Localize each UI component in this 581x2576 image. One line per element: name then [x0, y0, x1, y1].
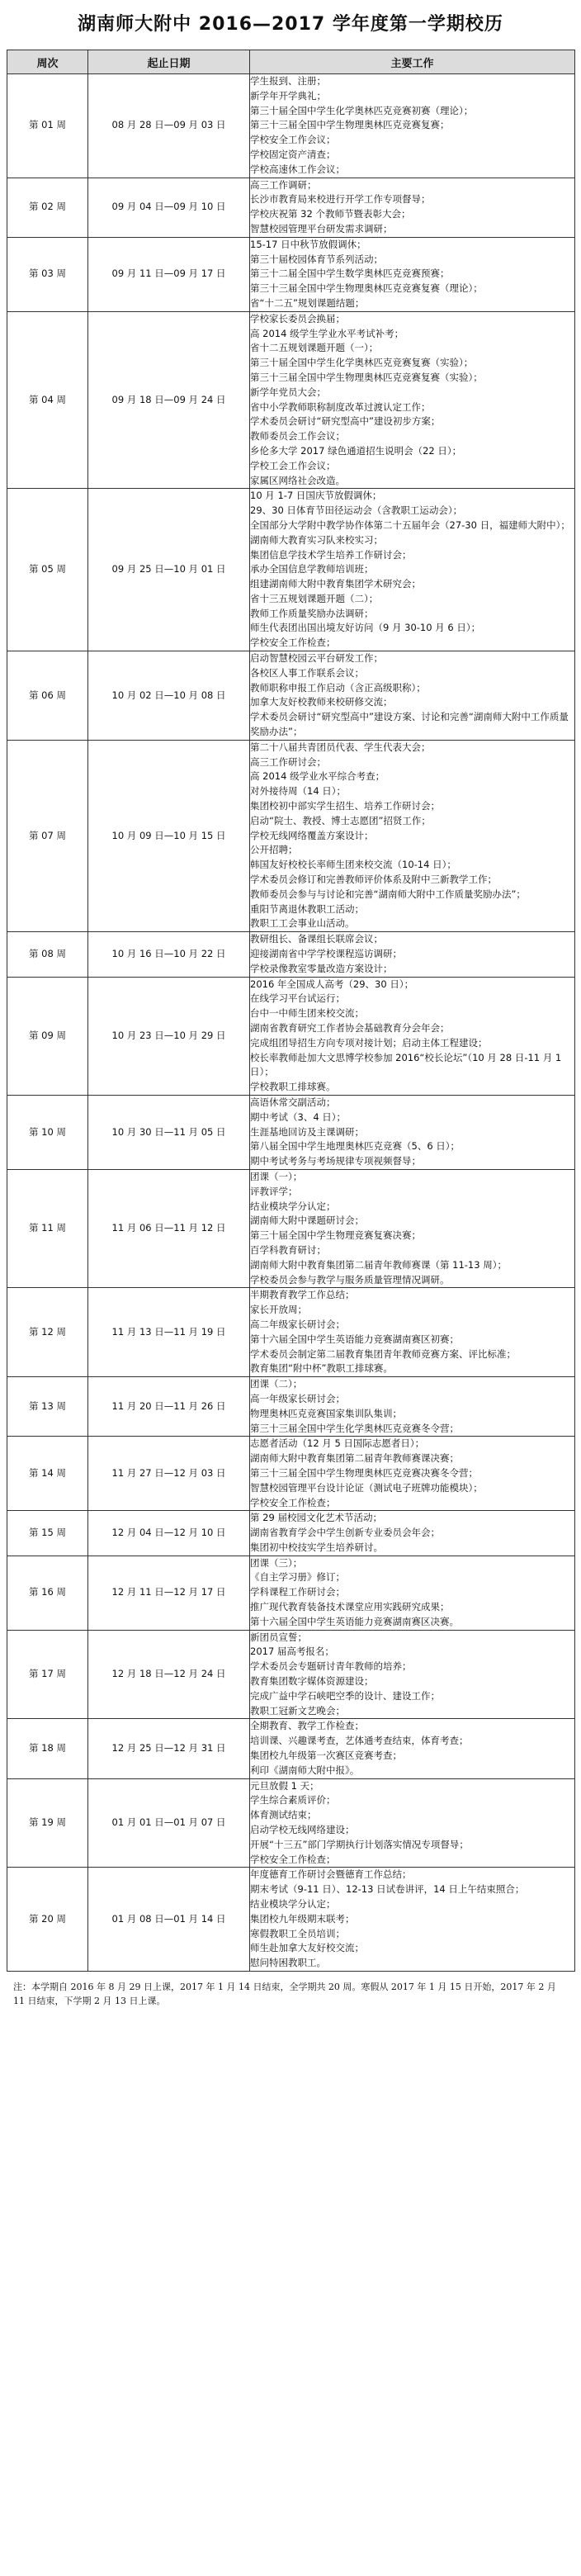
task-item: 第三十三届全国中学生化学奥林匹克竞赛冬令营； — [250, 1422, 459, 1434]
table-row — [7, 1095, 575, 1169]
date-range-cell: 09 月 25 日—10 月 01 日 — [88, 489, 250, 651]
task-item: 智慧校园管理平台设计论证（测试电子班牌功能模块）； — [250, 1481, 483, 1494]
task-item: 第 29 届校园文化艺术节活动； — [250, 1512, 382, 1524]
task-item: 29、30 日体育节田径运动会（含教职工运动会）； — [250, 504, 463, 517]
tasks-cell — [250, 1377, 575, 1437]
date-range-cell: 01 月 01 日—01 月 07 日 — [88, 1778, 250, 1868]
task-item: 师生赴加拿大友好校交流； — [250, 1942, 364, 1954]
date-range-cell: 12 月 18 日—12 月 24 日 — [88, 1630, 250, 1719]
tasks-cell — [250, 1630, 575, 1719]
tasks-cell — [250, 74, 575, 178]
date-range-cell: 09 月 11 日—09 月 17 日 — [88, 237, 250, 311]
task-item: 第三十三届全国中学生物理奥林匹克竞赛决赛冬令营； — [250, 1466, 478, 1479]
task-item: 团课（二）； — [250, 1378, 303, 1390]
tasks-cell — [250, 1169, 575, 1287]
task-item: 承办全国信息学教师培训班； — [250, 563, 374, 575]
task-item: 湖南师大附中教育集团第二届青年教师赛课决赛； — [250, 1452, 459, 1465]
task-item: 学校录像教室零量改造方案设计； — [250, 962, 393, 974]
task-item: 评教评学； — [250, 1185, 298, 1197]
tasks-cell — [250, 1868, 575, 1972]
table-row — [7, 1778, 575, 1868]
task-item: 湖南师大附中教育集团第二届青年教师赛课（第 11-13 周）； — [250, 1258, 507, 1271]
task-item: 10 月 1-7 日国庆节放假调休； — [250, 490, 382, 502]
date-range-cell: 08 月 28 日—09 月 03 日 — [88, 74, 250, 178]
task-item: 推广现代教育装备技术课堂应用实践研究成果； — [250, 1601, 450, 1613]
task-item: 高二年级家长研讨会； — [250, 1318, 345, 1330]
task-item: 乡伦多大学 2017 绿色通道招生说明会（22 日）； — [250, 444, 462, 457]
task-item: 半期教育教学工作总结； — [250, 1289, 355, 1301]
date-range-cell: 10 月 02 日—10 月 08 日 — [88, 651, 250, 741]
week-cell: 第 12 周 — [7, 1288, 88, 1377]
task-item: 学生报到、注册； — [250, 75, 326, 87]
task-item: 湖南师大附中课题研讨会； — [250, 1215, 364, 1227]
week-cell: 第 20 周 — [7, 1868, 88, 1972]
table-row — [7, 1169, 575, 1287]
table-row — [7, 489, 575, 651]
task-item: 高一年级家长研讨会； — [250, 1392, 345, 1404]
table-row — [7, 237, 575, 311]
page-title: 湖南师大附中 2016—2017 学年度第一学期校历 — [78, 14, 503, 35]
table-header-row — [7, 50, 575, 74]
task-item: 教育集团数字媒体资源建设； — [250, 1675, 374, 1688]
task-item: 教育集团“附中杯”教职工排球赛。 — [250, 1362, 393, 1375]
date-range-cell: 10 月 30 日—11 月 05 日 — [88, 1095, 250, 1169]
task-item: 韩国友好校校长率师生团来校交流（10-14 日）； — [250, 859, 456, 871]
task-item: 学校无线网络覆盖方案设计； — [250, 829, 374, 841]
calendar-rows — [7, 74, 575, 1972]
task-item: 2016 年全国成人高考（29、30 日）； — [250, 978, 414, 990]
task-item: 结业模块学分认定； — [250, 1200, 336, 1212]
week-cell: 第 14 周 — [7, 1437, 88, 1511]
tasks-cell — [250, 489, 575, 651]
task-item: 湖南省教育研究工作者协会基础教育分会年会； — [250, 1022, 450, 1034]
week-cell: 第 15 周 — [7, 1511, 88, 1556]
date-range-cell: 11 月 27 日—12 月 03 日 — [88, 1437, 250, 1511]
task-item: 在线学习平台试运行； — [250, 992, 345, 1005]
table-row — [7, 74, 575, 178]
task-item: 学校家长委员会换届； — [250, 312, 345, 324]
date-range-cell: 12 月 11 日—12 月 17 日 — [88, 1556, 250, 1630]
week-cell: 第 01 周 — [7, 74, 88, 178]
task-item: 省“十二五”规划课题结题； — [250, 296, 365, 309]
header-dates: 起止日期 — [88, 50, 250, 74]
task-item: 第十六届全国中学生英语能力竞赛湖南赛区决赛。 — [250, 1615, 459, 1627]
task-item: 高三工作调研； — [250, 178, 317, 191]
table-row — [7, 1630, 575, 1719]
week-cell: 第 16 周 — [7, 1556, 88, 1630]
task-item: 全国部分大学附中教学协作体第二十五届年会（27-30 日，福建师大附中）； — [250, 519, 570, 531]
tasks-cell — [250, 932, 575, 977]
task-item: 智慧校园管理平台研发需求调研； — [250, 222, 393, 234]
table-row — [7, 1556, 575, 1630]
tasks-cell — [250, 1095, 575, 1169]
tasks-cell — [250, 1288, 575, 1377]
week-cell: 第 08 周 — [7, 932, 88, 977]
task-item: 高三工作研讨会； — [250, 755, 326, 768]
task-item: 学术委员会研讨“研究型高中”建设方案、讨论和完善“湖南师大附中工作质量奖励办法”； — [250, 711, 569, 738]
week-cell: 第 07 周 — [7, 740, 88, 931]
date-range-cell: 12 月 04 日—12 月 10 日 — [88, 1511, 250, 1556]
tasks-cell — [250, 651, 575, 741]
week-cell: 第 19 周 — [7, 1778, 88, 1868]
task-item: 学校工会工作会议； — [250, 459, 336, 471]
header-tasks: 主要工作 — [250, 50, 575, 74]
tasks-cell — [250, 178, 575, 237]
tasks-cell — [250, 1511, 575, 1556]
tasks-cell — [250, 740, 575, 931]
week-cell: 第 06 周 — [7, 651, 88, 741]
calendar-table — [7, 50, 575, 1972]
tasks-cell — [250, 1719, 575, 1778]
task-item: 学生综合素质评价； — [250, 1794, 336, 1807]
task-item: 学术委员会制定第二届教育集团青年教师竞赛方案、评比标准； — [250, 1347, 516, 1360]
task-item: 完成组团导招生方向专项对接计划；启动主体工程建设； — [250, 1036, 488, 1049]
task-item: 物理奥林匹克竞赛国家集训队集训； — [250, 1407, 402, 1419]
week-cell: 第 13 周 — [7, 1377, 88, 1437]
task-item: 新学年开学典礼； — [250, 89, 326, 102]
task-item: 学校安全工作检查； — [250, 637, 336, 649]
table-row — [7, 1377, 575, 1437]
tasks-cell — [250, 1437, 575, 1511]
task-item: 学校固定资产清查； — [250, 148, 336, 160]
week-cell: 第 09 周 — [7, 977, 88, 1095]
task-item: 结业模块学分认定； — [250, 1898, 336, 1911]
week-cell: 第 17 周 — [7, 1630, 88, 1719]
week-cell: 第 05 周 — [7, 489, 88, 651]
task-item: 对外接待周（14 日）； — [250, 785, 347, 798]
task-item: 教研组长、备课组长联席会议； — [250, 933, 383, 945]
task-item: 第八届全国中学生地理奥林匹克竞赛（5、6 日）； — [250, 1140, 461, 1153]
task-item: 集团初中校技实学生培养研讨。 — [250, 1541, 383, 1553]
task-item: 学校安全工作检查； — [250, 1496, 336, 1508]
task-item: 年度德育工作研讨会暨德育工作总结； — [250, 1868, 412, 1881]
task-item: 百学科教育研讨； — [250, 1243, 326, 1256]
task-item: 加拿大友好校教师来校研修交流； — [250, 696, 393, 708]
table-row — [7, 651, 575, 741]
task-item: 学校庆祝第 32 个教师节暨表彰大会； — [250, 208, 411, 220]
task-item: 学科课程工作研讨会； — [250, 1586, 345, 1598]
task-item: 学术委员会研讨“研究型高中”建设初步方案； — [250, 415, 441, 428]
task-item: 全期教育、教学工作检查； — [250, 1720, 364, 1732]
date-range-cell: 10 月 23 日—10 月 29 日 — [88, 977, 250, 1095]
task-item: 新学年党员大会； — [250, 386, 326, 398]
task-item: 集团校九年级期末联考； — [250, 1912, 355, 1925]
task-item: 重阳节离退休教职工活动； — [250, 902, 364, 915]
task-item: 学校高速休工作会议； — [250, 163, 345, 175]
task-item: 寒假教职工全员培训； — [250, 1927, 345, 1939]
task-item: 高 2014 级学业水平综合考查； — [250, 770, 385, 783]
task-item: 第二十八届共青团员代表、学生代表大会； — [250, 741, 431, 753]
task-item: 学校教职工排球赛。 — [250, 1081, 336, 1093]
table-row — [7, 1288, 575, 1377]
task-item: 第三十二届全国中学生数学奥林匹克竞赛预赛； — [250, 268, 450, 280]
week-cell: 第 02 周 — [7, 178, 88, 237]
task-item: 迎接湖南省中学学校课程巡访调研； — [250, 948, 402, 960]
task-item: 培训课、兴趣课考查，艺体通考查结束，体育考查； — [250, 1735, 469, 1747]
task-item: 元旦放假 1 天； — [250, 1779, 319, 1792]
task-item: 学校安全工作检查； — [250, 1853, 336, 1865]
task-item: 团课（三）； — [250, 1556, 303, 1569]
date-range-cell: 10 月 09 日—10 月 15 日 — [88, 740, 250, 931]
task-item: 集团信息学技术学生培养工作研讨会； — [250, 548, 412, 561]
tasks-cell — [250, 1778, 575, 1868]
table-row — [7, 311, 575, 489]
task-item: 第三十届全国中学生化学奥林匹克竞赛初赛（理论）； — [250, 104, 474, 116]
task-item: 利印《湖南师大附中报》。 — [250, 1764, 360, 1776]
table-row — [7, 1437, 575, 1511]
tasks-cell — [250, 1556, 575, 1630]
table-row — [7, 178, 575, 237]
tasks-cell — [250, 237, 575, 311]
table-row — [7, 1868, 575, 1972]
task-item: 长沙市教育局来校进行开学工作专项督导； — [250, 193, 431, 206]
task-item: 集团校九年级第一次赛区竞赛考查； — [250, 1750, 402, 1762]
week-cell: 第 10 周 — [7, 1095, 88, 1169]
task-item: 省十二五规划课题开题（一）； — [250, 342, 379, 354]
task-item: 完成广益中学石峡吧空季的设计、建设工作； — [250, 1689, 440, 1702]
task-item: 学术委员会专题研讨青年教师的培养； — [250, 1660, 412, 1673]
task-item: 省十三五规划课题开题（二）； — [250, 592, 379, 604]
task-item: 家长开放周； — [250, 1304, 307, 1316]
task-item: 新团员宣誓； — [250, 1631, 307, 1643]
task-item: 高 2014 级学生学业水平考试补考； — [250, 327, 404, 339]
task-item: 教师委员会工作会议； — [250, 430, 345, 443]
task-item: 启动智慧校园云平台研发工作； — [250, 652, 383, 665]
task-item: 第三十届全国中学生化学奥林匹克竞赛复赛（实验）； — [250, 357, 474, 369]
task-item: 教师职称申报工作启动（含正高级职称）； — [250, 681, 426, 694]
task-item: 开展“十三五”部门学期执行计划落实情况专项督导； — [250, 1838, 469, 1850]
date-range-cell: 09 月 04 日—09 月 10 日 — [88, 178, 250, 237]
tasks-cell — [250, 977, 575, 1095]
week-cell: 第 18 周 — [7, 1719, 88, 1778]
task-item: 教师工作质量奖励办法调研； — [250, 607, 374, 619]
table-row — [7, 977, 575, 1095]
task-item: 高语休常交副活动； — [250, 1096, 336, 1108]
task-item: 教职工冠新文艺晚会； — [250, 1704, 345, 1717]
task-item: 第三十三届全国中学生物理奥林匹克竞赛复赛（理论）； — [250, 282, 483, 295]
task-item: 第三十届校园体育节系列活动； — [250, 253, 383, 265]
task-item: 教师委员会参与与讨论和完善“湖南师大附中工作质量奖励办法”； — [250, 888, 526, 900]
week-cell: 第 04 周 — [7, 311, 88, 489]
task-item: 生涯基地回访及主课调研； — [250, 1125, 364, 1138]
task-item: 组建湖南师大附中教育集团学术研究会； — [250, 578, 421, 590]
task-item: 教职工工会事业山活动。 — [250, 917, 355, 930]
task-item: 团课（一）； — [250, 1170, 303, 1182]
date-range-cell: 09 月 18 日—09 月 24 日 — [88, 311, 250, 489]
table-row — [7, 1719, 575, 1778]
date-range-cell: 10 月 16 日—10 月 22 日 — [88, 932, 250, 977]
task-item: 省中小学教师职称制度改革过渡认定工作； — [250, 400, 431, 413]
tasks-cell — [250, 311, 575, 489]
week-cell: 第 03 周 — [7, 237, 88, 311]
task-item: 集团校初中部实学生招生、培养工作研讨会； — [250, 800, 440, 812]
task-item: 学校安全工作会议； — [250, 134, 336, 146]
task-item: 启动“院士、教授、博士志愿团”招贤工作； — [250, 814, 431, 826]
table-row — [7, 740, 575, 931]
task-item: 期末考试（9-11 日）、12-13 日试卷讲评，14 日上午结束照合； — [250, 1883, 525, 1896]
task-item: 2017 届高考报名； — [250, 1646, 334, 1658]
task-item: 湖南省教育学会中学生创新专业委员会年会； — [250, 1527, 440, 1539]
task-item: 学术委员会修订和完善教师评价体系及附中三新教学工作； — [250, 874, 497, 886]
task-item: 《自主学习册》修订； — [250, 1571, 345, 1584]
task-item: 学校委员会参与教学与服务质量管理情况调研。 — [250, 1273, 450, 1286]
task-item: 15-17 日中秋节放假调休； — [250, 238, 366, 250]
task-item: 各校区人事工作联系会议； — [250, 666, 364, 679]
date-range-cell: 11 月 06 日—11 月 12 日 — [88, 1169, 250, 1287]
task-item: 校长率教师赴加大文思博学校参加 2016“校长论坛”（10 月 28 日-11 月 1 日）； — [250, 1051, 562, 1078]
date-range-cell: 12 月 25 日—12 月 31 日 — [88, 1719, 250, 1778]
table-row — [7, 1511, 575, 1556]
task-item: 第三十三届全国中学生物理奥林匹克竞赛复赛（实验）； — [250, 371, 483, 383]
date-range-cell: 11 月 20 日—11 月 26 日 — [88, 1377, 250, 1437]
task-item: 第三十三届全国中学生物理奥林匹克竞赛复赛； — [250, 119, 450, 131]
task-item: 期中考试考务与考场规律专项视频督导； — [250, 1155, 421, 1167]
date-range-cell: 01 月 08 日—01 月 14 日 — [88, 1868, 250, 1972]
task-item: 体育测试结束； — [250, 1809, 317, 1821]
header-week: 周次 — [7, 50, 88, 74]
task-item: 第三十届全国中学生物理竞赛复赛决赛； — [250, 1229, 421, 1242]
task-item: 第十六届全国中学生英语能力竞赛湖南赛区初赛； — [250, 1333, 459, 1345]
table-row — [7, 932, 575, 977]
task-item: 启动学校无线网络建设； — [250, 1824, 355, 1836]
week-cell: 第 11 周 — [7, 1169, 88, 1287]
date-range-cell: 11 月 13 日—11 月 19 日 — [88, 1288, 250, 1377]
task-item: 家属区网络社会改造。 — [250, 474, 345, 486]
task-item: 师生代表团出国出境友好访问（9 月 30-10 月 6 日）； — [250, 622, 481, 634]
task-item: 公开招聘； — [250, 844, 298, 856]
task-item: 台中一中师生团来校交流； — [250, 1007, 364, 1020]
task-item: 湖南师大教育实习队来校实习； — [250, 533, 383, 546]
task-item: 期中考试（3、4 日）； — [250, 1110, 347, 1123]
task-item: 志愿者活动（12 月 5 日国际志愿者日）； — [250, 1437, 425, 1450]
task-item: 慰问特困教职工。 — [250, 1957, 326, 1969]
footnote: 注：本学期自 2016 年 8 月 29 日上课，2017 年 1 月 14 日结束，全学期共 20 周。寒假从 2017 年 1 月 15 日开始，2017 年 2 月 11 日结束，下学期 2 月 13 日上课。 — [13, 1982, 556, 2006]
